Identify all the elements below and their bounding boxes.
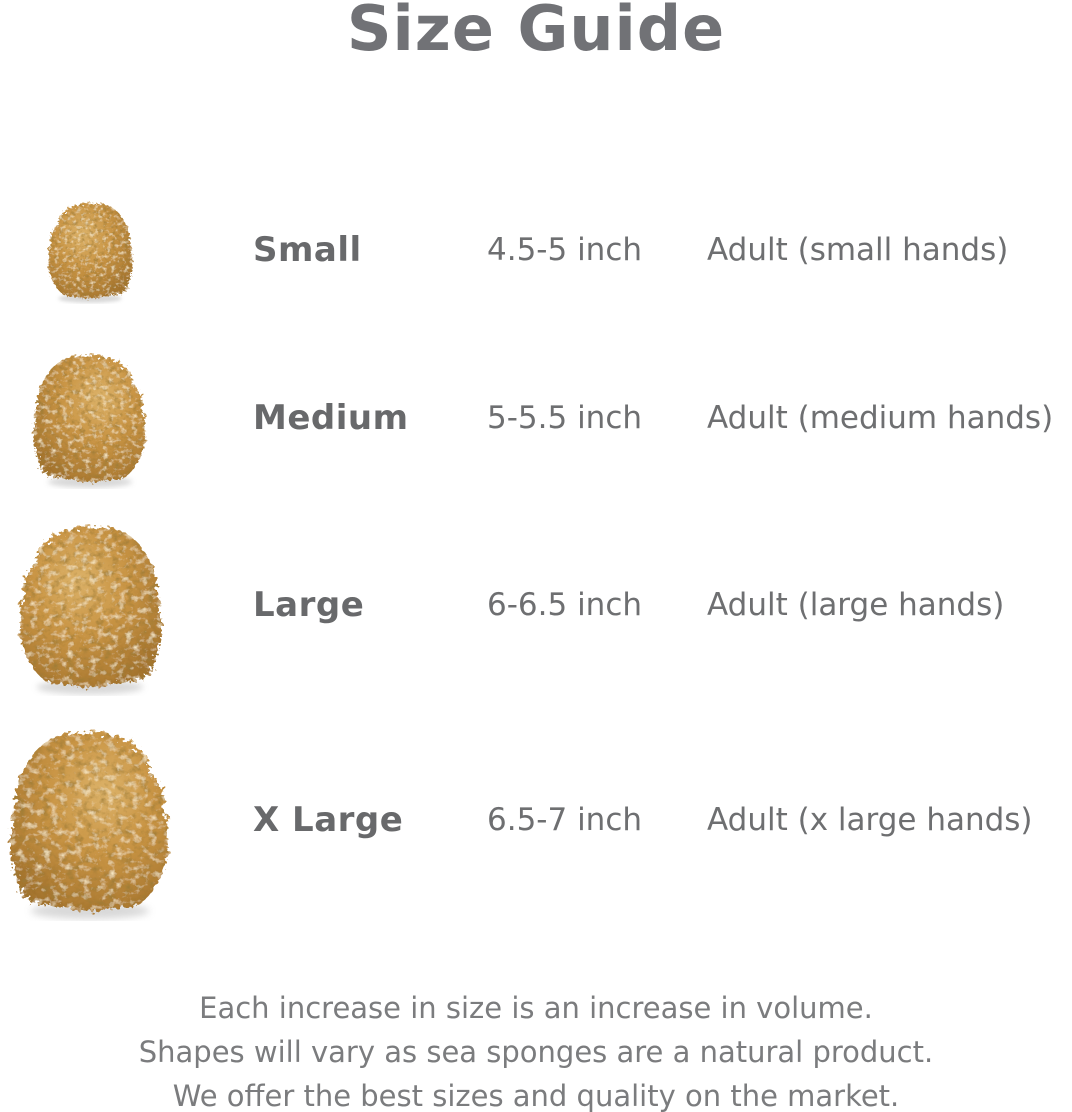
sponge-image-large: [0, 515, 180, 696]
footer-line-2: Shapes will vary as sea sponges are a natural product.: [138, 1035, 934, 1069]
size-row-medium: [0, 330, 1072, 505]
size-audience-small: Adult (small hands): [707, 232, 1009, 268]
size-audience-medium: Adult (medium hands): [707, 399, 1054, 436]
size-range-medium: 5-5.5 inch: [487, 399, 643, 436]
sponge-image-small: [0, 196, 180, 304]
size-range-large: 6-6.5 inch: [487, 587, 643, 623]
size-range-small: 4.5-5 inch: [487, 232, 643, 268]
sponge-image-xlarge: [0, 719, 180, 921]
size-name-large: Large: [253, 585, 365, 625]
sea-sponge-photo-large: [9, 515, 171, 696]
size-audience-xlarge: Adult (x large hands): [707, 802, 1033, 838]
sea-sponge-photo-xlarge: [0, 719, 180, 921]
page-title: Size Guide: [346, 0, 726, 65]
footer-line-3: We offer the best sizes and quality on the market.: [172, 1079, 900, 1112]
size-row-large: [0, 505, 1072, 705]
footer-line-1: Each increase in size is an increase in volume.: [199, 991, 873, 1025]
size-name-xlarge: X Large: [253, 800, 404, 840]
size-audience-large: Adult (large hands): [707, 587, 1005, 623]
size-row-small: [0, 170, 1072, 330]
sea-sponge-photo-medium: [26, 346, 154, 489]
size-row-xlarge: [0, 710, 1072, 930]
size-range-xlarge: 6.5-7 inch: [487, 802, 643, 838]
footer-notes: [0, 986, 1072, 1112]
sponge-image-medium: [0, 346, 180, 489]
size-name-small: Small: [253, 230, 362, 270]
sea-sponge-photo-small: [42, 196, 138, 304]
size-name-medium: Medium: [253, 397, 409, 438]
